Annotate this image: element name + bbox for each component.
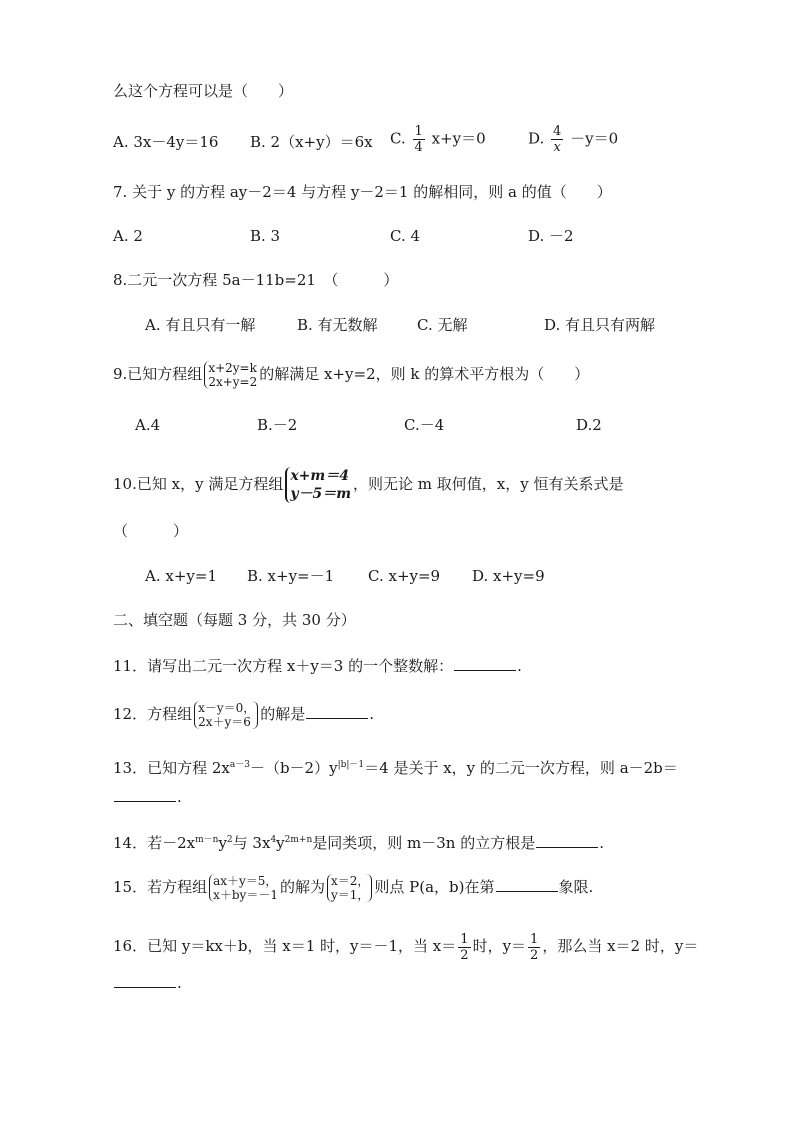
q6-option-c-rest: x+y＝0 — [431, 129, 486, 148]
q7-option-d: D. －2 — [528, 227, 574, 245]
q11-text: 11．请写出二元一次方程 x＋y＝3 的一个整数解： — [113, 657, 454, 675]
q15-sol1: x＝2， — [330, 874, 370, 888]
q14-text-b: y — [218, 834, 227, 852]
q16-text-c: ，那么当 x＝2 时，y＝ — [542, 937, 699, 955]
q16-fraction-2-numerator: 1 — [530, 931, 539, 947]
q9-equation-system — [204, 361, 257, 389]
q10-option-b: B. x+y=－1 — [247, 567, 335, 585]
q16-fraction-2 — [528, 932, 540, 963]
q9-option-b: B.－2 — [257, 416, 298, 434]
q9-suffix: 的解满足 x+y=2，则 k 的算术平方根为（ ） — [259, 365, 590, 383]
q15-sol2: y＝1， — [330, 888, 370, 902]
section-2-title: 二、填空题（每题 3 分，共 30 分） — [113, 611, 356, 629]
q6-option-c-denominator: 4 — [414, 140, 423, 155]
q9-eq2: 2x+y=2 — [208, 375, 258, 389]
q14-answer-blank[interactable] — [536, 833, 598, 848]
q15-equation-system — [209, 874, 278, 902]
q11-end: . — [517, 657, 522, 675]
q7-option-a: A. 2 — [113, 227, 143, 245]
q12-suffix: 的解是 — [260, 705, 306, 723]
q12-equation-system — [194, 701, 258, 729]
q6-option-a: A. 3x－4y＝16 — [113, 133, 219, 151]
q10-eq1: x+m＝4 — [290, 468, 349, 484]
q12-prefix: 12．方程组 — [113, 705, 193, 723]
q16-text-b: 时，y＝ — [472, 937, 527, 955]
q14-exponent-1: m－n — [195, 835, 219, 845]
q6-option-c-label: C. — [390, 129, 406, 148]
q10-prefix: 10.已知 x，y 满足方程组 — [113, 475, 284, 493]
q9-prefix: 9.已知方程组 — [113, 365, 203, 383]
q10-equation-system — [285, 467, 351, 503]
q6-option-c-numerator: 1 — [414, 124, 423, 139]
q15-prefix: 15．若方程组 — [113, 878, 208, 896]
q8-option-d: D. 有且只有两解 — [544, 316, 656, 334]
q6-option-d-label: D. — [528, 129, 545, 148]
q8-option-b: B. 有无数解 — [297, 316, 378, 334]
q16-answer-line — [113, 973, 182, 993]
q15-eq1: ax＋y＝5， — [213, 874, 278, 888]
q7-option-c: C. 4 — [390, 227, 421, 245]
q13-text-a: 13．已知方程 2x — [113, 759, 230, 777]
q16-fraction-1 — [458, 932, 470, 963]
q12 — [113, 697, 374, 731]
q7-stem: 7. 关于 y 的方程 ay－2＝4 与方程 y－2＝1 的解相同，则 a 的值（ ） — [113, 183, 612, 201]
q12-eq1: x－y＝0， — [198, 701, 256, 715]
q14-text-c: 与 3x — [232, 834, 271, 852]
q9-option-a: A.4 — [135, 416, 161, 434]
q14-exponent-4: 2m+n — [284, 835, 313, 845]
q8-stem: 8.二元一次方程 5a－11b=21 （ ） — [113, 271, 399, 289]
q9-option-d: D.2 — [576, 416, 602, 434]
q8-option-a: A. 有且只有一解 — [145, 316, 256, 334]
q12-eq2: 2x＋y＝6 — [198, 715, 251, 729]
q10-stem — [113, 462, 624, 506]
q14 — [113, 830, 604, 853]
q16 — [113, 929, 698, 963]
q7-option-b: B. 3 — [250, 227, 281, 245]
q15-suffix: 则点 P(a，b)在第 — [374, 878, 495, 896]
q15-mid: 的解为 — [279, 878, 325, 896]
q12-answer-blank[interactable] — [306, 704, 368, 719]
q6-option-d-denominator: x — [553, 140, 561, 155]
q9-eq1: x+2y=k — [208, 361, 257, 375]
q10-suffix: ，则无论 m 取何值，x，y 恒有关系式是 — [353, 475, 624, 493]
q6-option-c — [390, 124, 486, 155]
q11-answer-blank[interactable] — [454, 656, 516, 671]
q14-text-e: 是同类项，则 m－3n 的立方根是 — [312, 834, 536, 852]
q12-end: . — [369, 705, 375, 723]
q14-text-a: 14．若－2x — [113, 834, 196, 852]
q6-option-d — [528, 124, 618, 155]
q10-eq2: y－5＝m — [290, 486, 352, 502]
q10-option-c: C. x+y=9 — [368, 567, 441, 585]
q16-fraction-1-denominator: 2 — [460, 947, 469, 963]
q9-option-c: C.－4 — [404, 416, 445, 434]
q6-option-c-fraction — [413, 124, 425, 155]
q11 — [113, 656, 522, 676]
q16-fraction-2-denominator: 2 — [530, 947, 539, 963]
q15-end: 象限. — [558, 878, 594, 896]
q6-option-d-rest: －y＝0 — [570, 129, 619, 148]
q10-option-d: D. x+y=9 — [472, 567, 545, 585]
q13-text-b: －（b－2）y — [249, 759, 338, 777]
q13-end: . — [177, 788, 182, 806]
q15-eq2: x＋by＝－1 — [213, 888, 278, 902]
q13-answer-line — [113, 787, 182, 807]
q14-exponent-3: 4 — [270, 835, 277, 845]
q6-option-d-numerator: 4 — [553, 124, 562, 139]
q16-answer-blank[interactable] — [114, 973, 176, 988]
q6-option-b: B. 2（x+y）＝6x — [250, 133, 373, 151]
q9-stem — [113, 358, 589, 390]
q14-end: . — [599, 834, 605, 852]
q10-option-a: A. x+y=1 — [145, 567, 217, 585]
q14-text-d: y — [276, 834, 285, 852]
q15 — [113, 870, 593, 904]
q15-answer-blank[interactable] — [496, 877, 558, 892]
q13-exponent-2: |b|－1 — [337, 760, 365, 770]
q10-paren: （ ） — [113, 522, 189, 540]
q6-stem: 么这个方程可以是（ ） — [113, 82, 294, 100]
q13-exponent-1: a－3 — [229, 760, 250, 770]
q16-end: . — [177, 974, 182, 992]
q13 — [113, 755, 678, 778]
q13-answer-blank[interactable] — [114, 787, 176, 802]
q16-fraction-1-numerator: 1 — [460, 931, 469, 947]
q6-option-d-fraction — [551, 124, 563, 155]
q13-text-c: ＝4 是关于 x，y 的二元一次方程，则 a－2b＝ — [364, 759, 678, 777]
q15-solution-system — [327, 874, 372, 902]
q8-option-c: C. 无解 — [417, 316, 468, 334]
q16-text-a: 16．已知 y＝kx＋b，当 x＝1 时，y＝－1，当 x＝ — [113, 937, 457, 955]
q14-exponent-2: 2 — [226, 835, 233, 845]
